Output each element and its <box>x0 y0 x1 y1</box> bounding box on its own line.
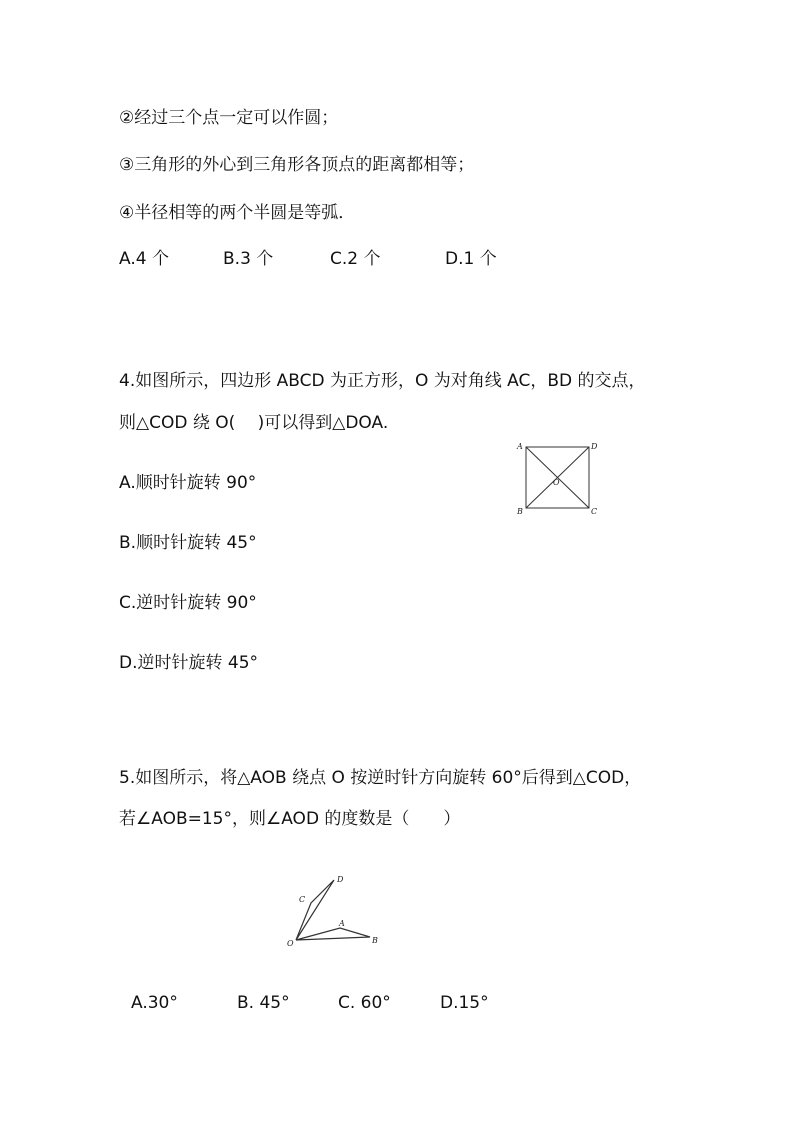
q3-option-d: D.1 个 <box>445 249 497 269</box>
q5-option-d: D.15° <box>440 993 489 1013</box>
q5-option-c: C. 60° <box>338 993 391 1013</box>
q5-stem-line-1: 5.如图所示，将△AOB 绕点 O 按逆时针方向旋转 60°后得到△COD， <box>119 768 642 788</box>
q3-option-b: B.3 个 <box>223 249 274 269</box>
triangle-aob <box>296 928 370 940</box>
q3-statement-3: ③三角形的外心到三角形各顶点的距离都相等； <box>119 155 475 175</box>
label-a: A <box>339 919 345 928</box>
rotation-diagram <box>282 870 392 952</box>
q5-option-a: A.30° <box>131 993 178 1013</box>
label-b: B <box>517 507 523 516</box>
q4-option-c: C.逆时针旋转 90° <box>119 593 257 613</box>
q3-option-a: A.4 个 <box>119 249 169 269</box>
q4-stem-line-1: 4.如图所示，四边形 ABCD 为正方形，O 为对角线 AC，BD 的交点， <box>119 371 646 391</box>
label-o: O <box>287 939 294 948</box>
q5-stem-line-2: 若∠AOB=15°，则∠AOD 的度数是（ ） <box>119 809 461 829</box>
label-a: A <box>517 442 523 451</box>
q3-statement-4: ④半径相等的两个半圆是等弧． <box>119 203 356 223</box>
label-b: B <box>372 936 378 945</box>
label-o: O <box>553 478 560 487</box>
label-d: D <box>337 875 344 884</box>
q4-option-a: A.顺时针旋转 90° <box>119 473 257 493</box>
q4-option-b: B.顺时针旋转 45° <box>119 533 257 553</box>
q5-option-b: B. 45° <box>237 993 290 1013</box>
q4-stem-line-2: 则△COD 绕 O( )可以得到△DOA. <box>119 413 389 433</box>
q3-statement-2: ②经过三个点一定可以作圆； <box>119 108 339 128</box>
q4-option-d: D.逆时针旋转 45° <box>119 653 259 673</box>
label-c: C <box>299 895 306 904</box>
label-c: C <box>591 507 598 516</box>
q3-option-c: C.2 个 <box>330 249 381 269</box>
square-diagram <box>514 440 600 516</box>
label-d: D <box>591 442 598 451</box>
